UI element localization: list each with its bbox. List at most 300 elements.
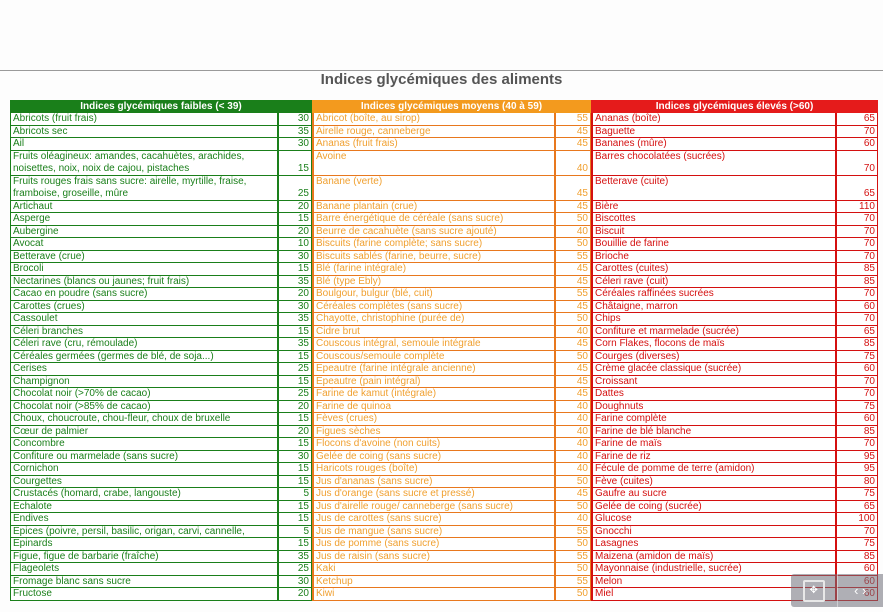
gi-value: 95 [835, 451, 877, 463]
gi-value: 85 [835, 276, 877, 288]
food-name: Endives [13, 513, 49, 524]
gi-value: 60 [835, 413, 877, 425]
table-row [591, 438, 878, 451]
gi-value: 15 [277, 213, 311, 225]
gi-value: 20 [277, 288, 311, 300]
table-row [10, 563, 312, 576]
table-row [10, 488, 312, 501]
table-row [591, 363, 878, 376]
table-row [10, 138, 312, 151]
gi-value: 15 [277, 351, 311, 363]
page-title: Indices glycémiques des aliments [320, 71, 563, 88]
gi-value: 70 [835, 526, 877, 538]
food-name: Figue, figue de barbarie (fraîche) [13, 550, 159, 562]
food-name: Biscuit [595, 225, 625, 237]
gi-value: 50 [554, 501, 590, 513]
table-row [10, 276, 312, 289]
food-name: Gaufre au sucre [595, 488, 667, 499]
table-row [312, 126, 591, 139]
food-name: Epeautre (farine intégrale ancienne) [316, 363, 476, 374]
table-row [591, 388, 878, 401]
food-name: Glucose [595, 513, 632, 524]
food-name: Avocat [13, 238, 44, 249]
table-row [591, 138, 878, 151]
table-row [591, 313, 878, 326]
table-row [312, 288, 591, 301]
gi-value: 50 [554, 588, 590, 600]
table-row [591, 151, 878, 176]
table-row [10, 326, 312, 339]
food-name: Abricot (boîte, au sirop) [316, 113, 420, 124]
food-name: Boulgour, bulgur (blé, cuit) [316, 288, 433, 299]
table-row [591, 213, 878, 226]
food-name: Cornichon [13, 463, 59, 474]
fit-to-screen-icon: ✥ [803, 580, 825, 602]
food-name: Brioche [595, 250, 629, 262]
table-row [10, 313, 312, 326]
food-name: Epinards [13, 538, 53, 549]
food-name: Haricots rouges (boîte) [316, 463, 418, 474]
gi-value: 45 [554, 263, 590, 275]
gi-value: 10 [277, 238, 311, 250]
gi-value: 70 [835, 213, 877, 225]
table-row [591, 326, 878, 339]
food-name: Kiwi [316, 588, 335, 599]
gi-value: 40 [554, 463, 590, 475]
food-name: Chocolat noir (>70% de cacao) [13, 388, 151, 399]
medium-gi-header: Indices glycémiques moyens (40 à 59) [312, 100, 591, 113]
food-name: Céleri rave (cru, rémoulade) [13, 338, 138, 349]
gi-value: 15 [277, 513, 311, 525]
gi-value: 70 [835, 313, 877, 325]
gi-value: 60 [835, 138, 877, 150]
table-row [10, 526, 312, 539]
food-name: Kaki [316, 563, 336, 574]
table-row [312, 426, 591, 439]
table-row [10, 126, 312, 139]
gi-value: 25 [277, 563, 311, 575]
table-row [312, 201, 591, 214]
food-name: Concombre [13, 438, 65, 449]
food-name: Ketchup [316, 575, 353, 587]
food-name: Cassoulet [13, 313, 58, 324]
gi-value: 30 [277, 301, 311, 313]
gi-value: 110 [835, 201, 877, 213]
gi-value: 45 [554, 126, 590, 138]
table-row [591, 476, 878, 489]
gi-value: 40 [554, 326, 590, 338]
table-row [591, 263, 878, 276]
food-name: Farine de riz [595, 450, 651, 462]
gi-value: 75 [835, 401, 877, 413]
table-row [591, 126, 878, 139]
gi-value: 70 [835, 288, 877, 300]
food-name: Cacao en poudre (sans sucre) [13, 288, 148, 299]
gi-value: 35 [277, 126, 311, 138]
gi-value: 35 [277, 551, 311, 563]
gi-value: 15 [277, 463, 311, 475]
gi-value: 30 [277, 576, 311, 588]
gi-value: 75 [835, 488, 877, 500]
food-name: Blé (farine intégrale) [316, 263, 407, 274]
medium-gi-column [312, 100, 591, 601]
high-gi-header: Indices glycémiques élevés (>60) [591, 100, 878, 113]
food-name: Gnocchi [595, 525, 632, 537]
table-row [312, 263, 591, 276]
table-row [10, 251, 312, 264]
table-row [312, 351, 591, 364]
food-name: Jus d'airelle rouge/ canneberge (sans sucre) [316, 500, 514, 512]
table-row [591, 538, 878, 551]
gi-value: 50 [554, 313, 590, 325]
food-name: Cerises [13, 363, 47, 374]
food-name: Baguette [595, 125, 636, 137]
table-row [591, 113, 878, 126]
gi-value: 60 [835, 301, 877, 313]
food-name: Melon [595, 575, 623, 587]
gi-value: 30 [277, 138, 311, 150]
table-row [312, 313, 591, 326]
gi-value: 40 [554, 451, 590, 463]
table-row [10, 363, 312, 376]
food-name: Miel [595, 588, 614, 599]
food-name: Biscuits (farine complète; sans sucre) [316, 238, 483, 249]
gi-value: 40 [554, 413, 590, 425]
gi-value: 70 [835, 238, 877, 250]
gi-value: 50 [554, 213, 590, 225]
gi-value: 35 [277, 338, 311, 350]
table-row [591, 426, 878, 439]
table-row [10, 388, 312, 401]
gi-value: 55 [554, 288, 590, 300]
food-name: Couscous/semoule complète [316, 350, 445, 362]
table-row [591, 513, 878, 526]
food-name: Jus d'orange (sans sucre et pressé) [316, 488, 475, 499]
table-row [591, 338, 878, 351]
food-name: Airelle rouge, canneberge [316, 125, 431, 137]
food-name: Fruits rouges frais sans sucre: airelle, myrtille, fraise, framboise, groseille, mûre [13, 175, 247, 199]
food-name: Nectarines (blancs ou jaunes; fruit frais) [13, 275, 190, 287]
table-row [312, 413, 591, 426]
food-name: Cidre brut [316, 325, 360, 337]
food-name: Fruits oléagineux: amandes, cacahuètes, arachides, noisettes, noix, noix de cajou, pistaches [13, 150, 245, 174]
food-name: Fromage blanc sans sucre [13, 575, 131, 587]
gi-value: 65 [835, 326, 877, 338]
gi-value: 35 [277, 313, 311, 325]
table-row [312, 138, 591, 151]
table-row [10, 538, 312, 551]
table-row [591, 251, 878, 264]
table-row [312, 113, 591, 126]
table-row [10, 463, 312, 476]
table-row [591, 501, 878, 514]
table-row [312, 238, 591, 251]
food-name: Jus de carottes (sans sucre) [316, 513, 442, 524]
gi-value: 55 [554, 551, 590, 563]
table-row [591, 288, 878, 301]
table-row [312, 438, 591, 451]
food-name: Crème glacée classique (sucrée) [595, 363, 742, 374]
table-row [10, 338, 312, 351]
gi-value: 25 [277, 176, 311, 200]
table-row [10, 226, 312, 239]
food-name: Brocoli [13, 263, 44, 274]
gi-value: 15 [277, 413, 311, 425]
table-row [591, 526, 878, 539]
food-name: Céleri rave (cuit) [595, 275, 669, 287]
gi-value: 85 [835, 426, 877, 438]
food-name: Céréales germées (germes de blé, de soja...) [13, 350, 214, 362]
food-name: Figues sèches [316, 425, 381, 437]
gi-value: 45 [554, 363, 590, 375]
table-row [10, 588, 312, 601]
table-row [312, 363, 591, 376]
gi-value: 55 [554, 113, 590, 125]
table-row [312, 226, 591, 239]
gi-value: 30 [277, 251, 311, 263]
food-name: Ananas (boîte) [595, 113, 661, 124]
table-row [591, 451, 878, 464]
gi-value: 40 [554, 513, 590, 525]
food-name: Betterave (crue) [13, 250, 85, 262]
page-nav-button[interactable] [837, 574, 883, 607]
table-row [591, 276, 878, 289]
food-name: Banane plantain (crue) [316, 200, 418, 212]
food-name: Mayonnaise (industrielle, sucrée) [595, 563, 742, 574]
table-row [10, 288, 312, 301]
table-row [312, 151, 591, 176]
table-row [312, 501, 591, 514]
table-row [312, 488, 591, 501]
food-name: Biscuits sablés (farine, beurre, sucre) [316, 250, 482, 262]
table-row [312, 538, 591, 551]
food-name: Châtaigne, marron [595, 300, 678, 312]
gi-value: 45 [554, 376, 590, 388]
food-name: Barre énergétique de céréale (sans sucre) [316, 213, 504, 224]
food-name: Epeautre (pain intégral) [316, 375, 421, 387]
gi-value: 45 [554, 201, 590, 213]
gi-value: 50 [554, 351, 590, 363]
food-name: Fève (cuites) [595, 475, 653, 487]
food-name: Aubergine [13, 225, 59, 237]
gi-value: 45 [554, 176, 590, 200]
table-row [312, 551, 591, 564]
table-row [10, 238, 312, 251]
chevron-left-right-icon: ‹ › [854, 583, 867, 598]
gi-value: 60 [835, 563, 877, 575]
food-name: Céréales complètes (sans sucre) [316, 300, 463, 312]
gi-value: 20 [277, 201, 311, 213]
table-row [10, 451, 312, 464]
food-name: Chayotte, christophine (purée de) [316, 313, 465, 324]
table-row [591, 551, 878, 564]
food-name: Chocolat noir (>85% de cacao) [13, 400, 151, 412]
table-row [10, 376, 312, 389]
gi-value: 60 [835, 363, 877, 375]
gi-value: 40 [554, 226, 590, 238]
gi-value: 55 [554, 526, 590, 538]
table-row [312, 301, 591, 314]
gi-value: 20 [277, 226, 311, 238]
gi-value: 45 [554, 138, 590, 150]
table-row [312, 213, 591, 226]
gi-value: 100 [835, 513, 877, 525]
gi-value: 5 [277, 526, 311, 538]
food-name: Abricots (fruit frais) [13, 113, 97, 124]
food-name: Couscous intégral, semoule intégrale [316, 338, 481, 349]
table-row [312, 276, 591, 289]
food-name: Jus de raisin (sans sucre) [316, 550, 430, 562]
high-gi-column [591, 100, 878, 601]
table-row [10, 476, 312, 489]
food-name: Fécule de pomme de terre (amidon) [595, 463, 755, 474]
food-name: Farine de kamut (intégrale) [316, 388, 437, 399]
gi-value: 15 [277, 438, 311, 450]
gi-value: 75 [835, 351, 877, 363]
table-row [10, 151, 312, 176]
table-row [10, 301, 312, 314]
food-name: Barres chocolatées (sucrées) [595, 150, 726, 162]
gi-value: 85 [835, 551, 877, 563]
food-name: Bière [595, 200, 619, 212]
gi-value: 70 [835, 126, 877, 138]
food-name: Ail [13, 138, 25, 149]
table-row [591, 176, 878, 201]
table-row [591, 301, 878, 314]
gi-value: 70 [835, 376, 877, 388]
table-row [10, 263, 312, 276]
gi-value: 50 [554, 563, 590, 575]
food-name: Gelée de coing (sucrée) [595, 500, 702, 512]
food-name: Chips [595, 313, 621, 324]
food-name: Jus d'ananas (sans sucre) [316, 475, 433, 487]
table-row [591, 376, 878, 389]
food-name: Fructose [13, 588, 52, 599]
gi-value: 30 [277, 113, 311, 125]
food-name: Biscottes [595, 213, 636, 224]
table-row [312, 251, 591, 264]
gi-value: 20 [277, 426, 311, 438]
table-row [10, 213, 312, 226]
food-name: Epices (poivre, persil, basilic, origan, carvi, cannelle, [13, 525, 245, 537]
gi-value: 50 [554, 538, 590, 550]
food-name: Crustacés (homard, crabe, langouste) [13, 488, 181, 499]
food-name: Choux, choucroute, chou-fleur, choux de bruxelle [13, 413, 231, 424]
food-name: Farine de quinoa [316, 400, 392, 412]
food-name: Maizena (amidon de maïs) [595, 550, 714, 562]
food-name: Jus de pomme (sans sucre) [316, 538, 440, 549]
low-gi-column [10, 100, 312, 601]
food-name: Courgettes [13, 475, 62, 487]
gi-value: 45 [554, 388, 590, 400]
gi-value: 35 [277, 276, 311, 288]
table-row [591, 401, 878, 414]
food-name: Ananas (fruit frais) [316, 138, 398, 149]
gi-value: 5 [277, 488, 311, 500]
gi-value: 25 [277, 388, 311, 400]
gi-value: 85 [835, 338, 877, 350]
gi-value: 45 [554, 488, 590, 500]
gi-value: 40 [554, 438, 590, 450]
table-row [10, 576, 312, 589]
fit-to-screen-button[interactable] [791, 574, 837, 607]
table-row [10, 413, 312, 426]
gi-value: 15 [277, 263, 311, 275]
gi-value: 55 [554, 251, 590, 263]
food-name: Asperge [13, 213, 51, 224]
food-name: Blé (type Ebly) [316, 275, 382, 287]
food-name: Bananes (mûre) [595, 138, 667, 149]
gi-value: 15 [277, 326, 311, 338]
gi-value: 55 [554, 576, 590, 588]
food-name: Bouillie de farine [595, 238, 669, 249]
gi-value: 65 [835, 176, 877, 200]
table-row [10, 401, 312, 414]
table-row [591, 238, 878, 251]
table-row [312, 526, 591, 539]
table-row [312, 376, 591, 389]
gi-value: 50 [554, 238, 590, 250]
table-row [312, 401, 591, 414]
food-name: Cœur de palmier [13, 425, 89, 437]
table-row [591, 413, 878, 426]
food-name: Gelée de coing (sans sucre) [316, 450, 442, 462]
table-row [591, 351, 878, 364]
viewer-controls [791, 574, 883, 607]
gi-value: 70 [835, 151, 877, 175]
food-name: Abricots sec [13, 125, 68, 137]
table-row [312, 388, 591, 401]
food-name: Courges (diverses) [595, 350, 680, 362]
table-row [312, 476, 591, 489]
food-name: Champignon [13, 375, 70, 387]
table-row [591, 463, 878, 476]
glycemic-index-table [10, 100, 878, 601]
table-row [312, 513, 591, 526]
gi-value: 70 [835, 388, 877, 400]
food-name: Confiture ou marmelade (sans sucre) [13, 450, 179, 462]
table-row [312, 176, 591, 201]
food-name: Céréales raffinées sucrées [595, 288, 714, 299]
table-row [10, 438, 312, 451]
gi-value: 40 [554, 151, 590, 175]
food-name: Jus de mangue (sans sucre) [316, 525, 443, 537]
gi-value: 40 [554, 401, 590, 413]
table-row [312, 451, 591, 464]
gi-value: 25 [277, 363, 311, 375]
gi-value: 85 [835, 263, 877, 275]
table-row [312, 588, 591, 601]
food-name: Avoine [316, 150, 347, 162]
gi-value: 80 [835, 476, 877, 488]
gi-value: 15 [277, 376, 311, 388]
gi-value: 65 [835, 113, 877, 125]
food-name: Dattes [595, 388, 624, 399]
table-row [591, 488, 878, 501]
food-name: Farine de blé blanche [595, 425, 692, 437]
table-row [312, 576, 591, 589]
table-row [312, 338, 591, 351]
gi-value: 30 [277, 451, 311, 463]
gi-value: 75 [835, 538, 877, 550]
food-name: Flocons d'avoine (non cuits) [316, 438, 441, 449]
table-row [10, 176, 312, 201]
gi-value: 15 [277, 151, 311, 175]
food-name: Flageolets [13, 563, 60, 574]
food-name: Doughnuts [595, 400, 644, 412]
food-name: Artichaut [13, 200, 53, 212]
gi-value: 65 [835, 501, 877, 513]
